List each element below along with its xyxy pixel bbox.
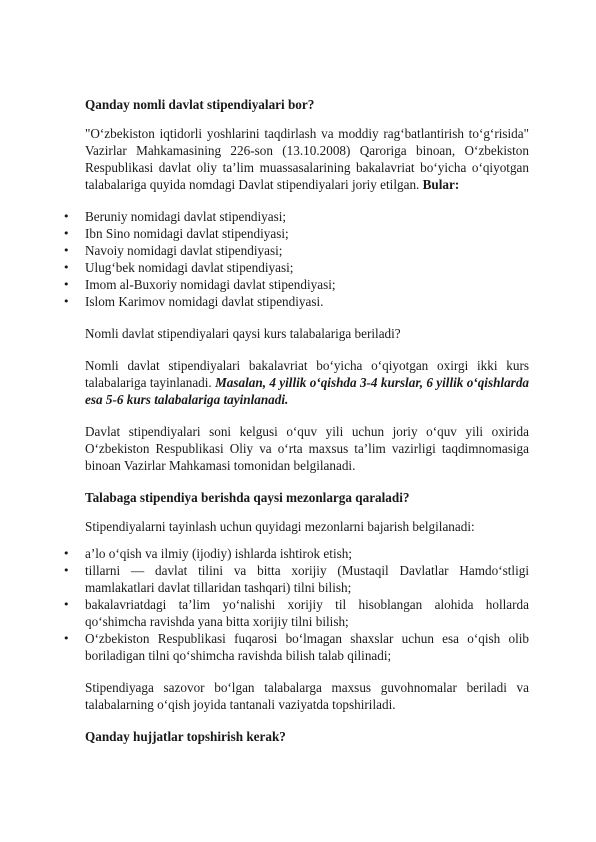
scholarship-list [85,208,529,310]
course-answer-example: Masalan, 4 yillik o‘qishda 3-4 kurslar, 6 yillik o‘qishlarda esa 5-6 kurs talabalariga tayinlanadi. [85,375,530,407]
intro-bold-label: Bular: [422,177,460,192]
criteria-list [85,545,529,664]
document-content [85,96,529,757]
course-answer-text: Nomli davlat stipendiyalari bakalavriat bo‘yicha o‘qiyotgan oxirgi ikki kurs talabalariga tayinlanadi. [85,358,529,390]
list-item: • Islom Karimov nomidagi davlat stipendiyasi. [85,293,529,310]
list-item: • Beruniy nomidagi davlat stipendiyasi; [85,208,529,225]
section-heading-criteria: Talabaga stipendiya berishda qaysi mezonlarga qaraladi? [85,490,410,505]
course-question: Nomli davlat stipendiyalari qaysi kurs talabalariga beriladi? [85,326,401,341]
section-heading-named-scholarships: Qanday nomli davlat stipendiyalari bor? [85,97,315,112]
count-paragraph: Davlat stipendiyalari soni kelgusi o‘quv yili uchun joriy o‘quv yili oxirida O‘zbekiston Respublikasi Oliy va o‘rta maxsus ta’lim vazirligi taqdimnomasiga binoan Vazirlar Mahkamasi tomonidan belgilanadi. [85,424,529,473]
course-answer [85,357,529,408]
intro-text: "O‘zbekiston iqtidorli yoshlarini taqdirlash va moddiy rag‘batlantirish to‘g‘risida" Vazirlar Mahkamasining 226-son (13.10.2008) Qaroriga binoan, O‘zbekiston Respublikasi davlat oliy ta’lim muassasalarining bakalavriat bo‘yicha o‘qiyotgan talabalariga quyida nomdagi Davlat stipendiyalari joriy etilgan. [85,126,529,192]
criteria-intro: Stipendiyalarni tayinlash uchun quyidagi mezonlarni bajarish belgilanadi: [85,519,475,534]
list-item: • a’lo o‘qish va ilmiy (ijodiy) ishlarda ishtirok etish; [85,545,529,562]
intro-paragraph [85,125,529,193]
list-item: • Imom al-Buxoriy nomidagi davlat stipendiyasi; [85,276,529,293]
list-item: • Ibn Sino nomidagi davlat stipendiyasi; [85,225,529,242]
list-item: • tillarni — davlat tilini va bitta xorijiy (Mustaqil Davlatlar Hamdo‘stligi mamlakatlari davlat tillaridan tashqari) tilni bilish; [85,562,529,596]
list-item: • bakalavriatdagi ta’lim yo‘nalishi xorijiy til hisoblangan alohida hollarda qo‘shimcha ravishda yana bitta xorijiy tilni bilish; [85,596,529,630]
list-item: • Navoiy nomidagi davlat stipendiyasi; [85,242,529,259]
list-item: • Ulug‘bek nomidagi davlat stipendiyasi; [85,259,529,276]
list-item: • O‘zbekiston Respublikasi fuqarosi bo‘lmagan shaxslar uchun esa o‘qish olib boriladigan tilni qo‘shimcha ravishda bilish talab qilinadi; [85,630,529,664]
section-heading-documents: Qanday hujjatlar topshirish kerak? [85,729,286,744]
certificate-paragraph: Stipendiyaga sazovor bo‘lgan talabalarga maxsus guvohnomalar beriladi va talabalarning o‘qish joyida tantanali vaziyatda topshiriladi. [85,680,529,712]
